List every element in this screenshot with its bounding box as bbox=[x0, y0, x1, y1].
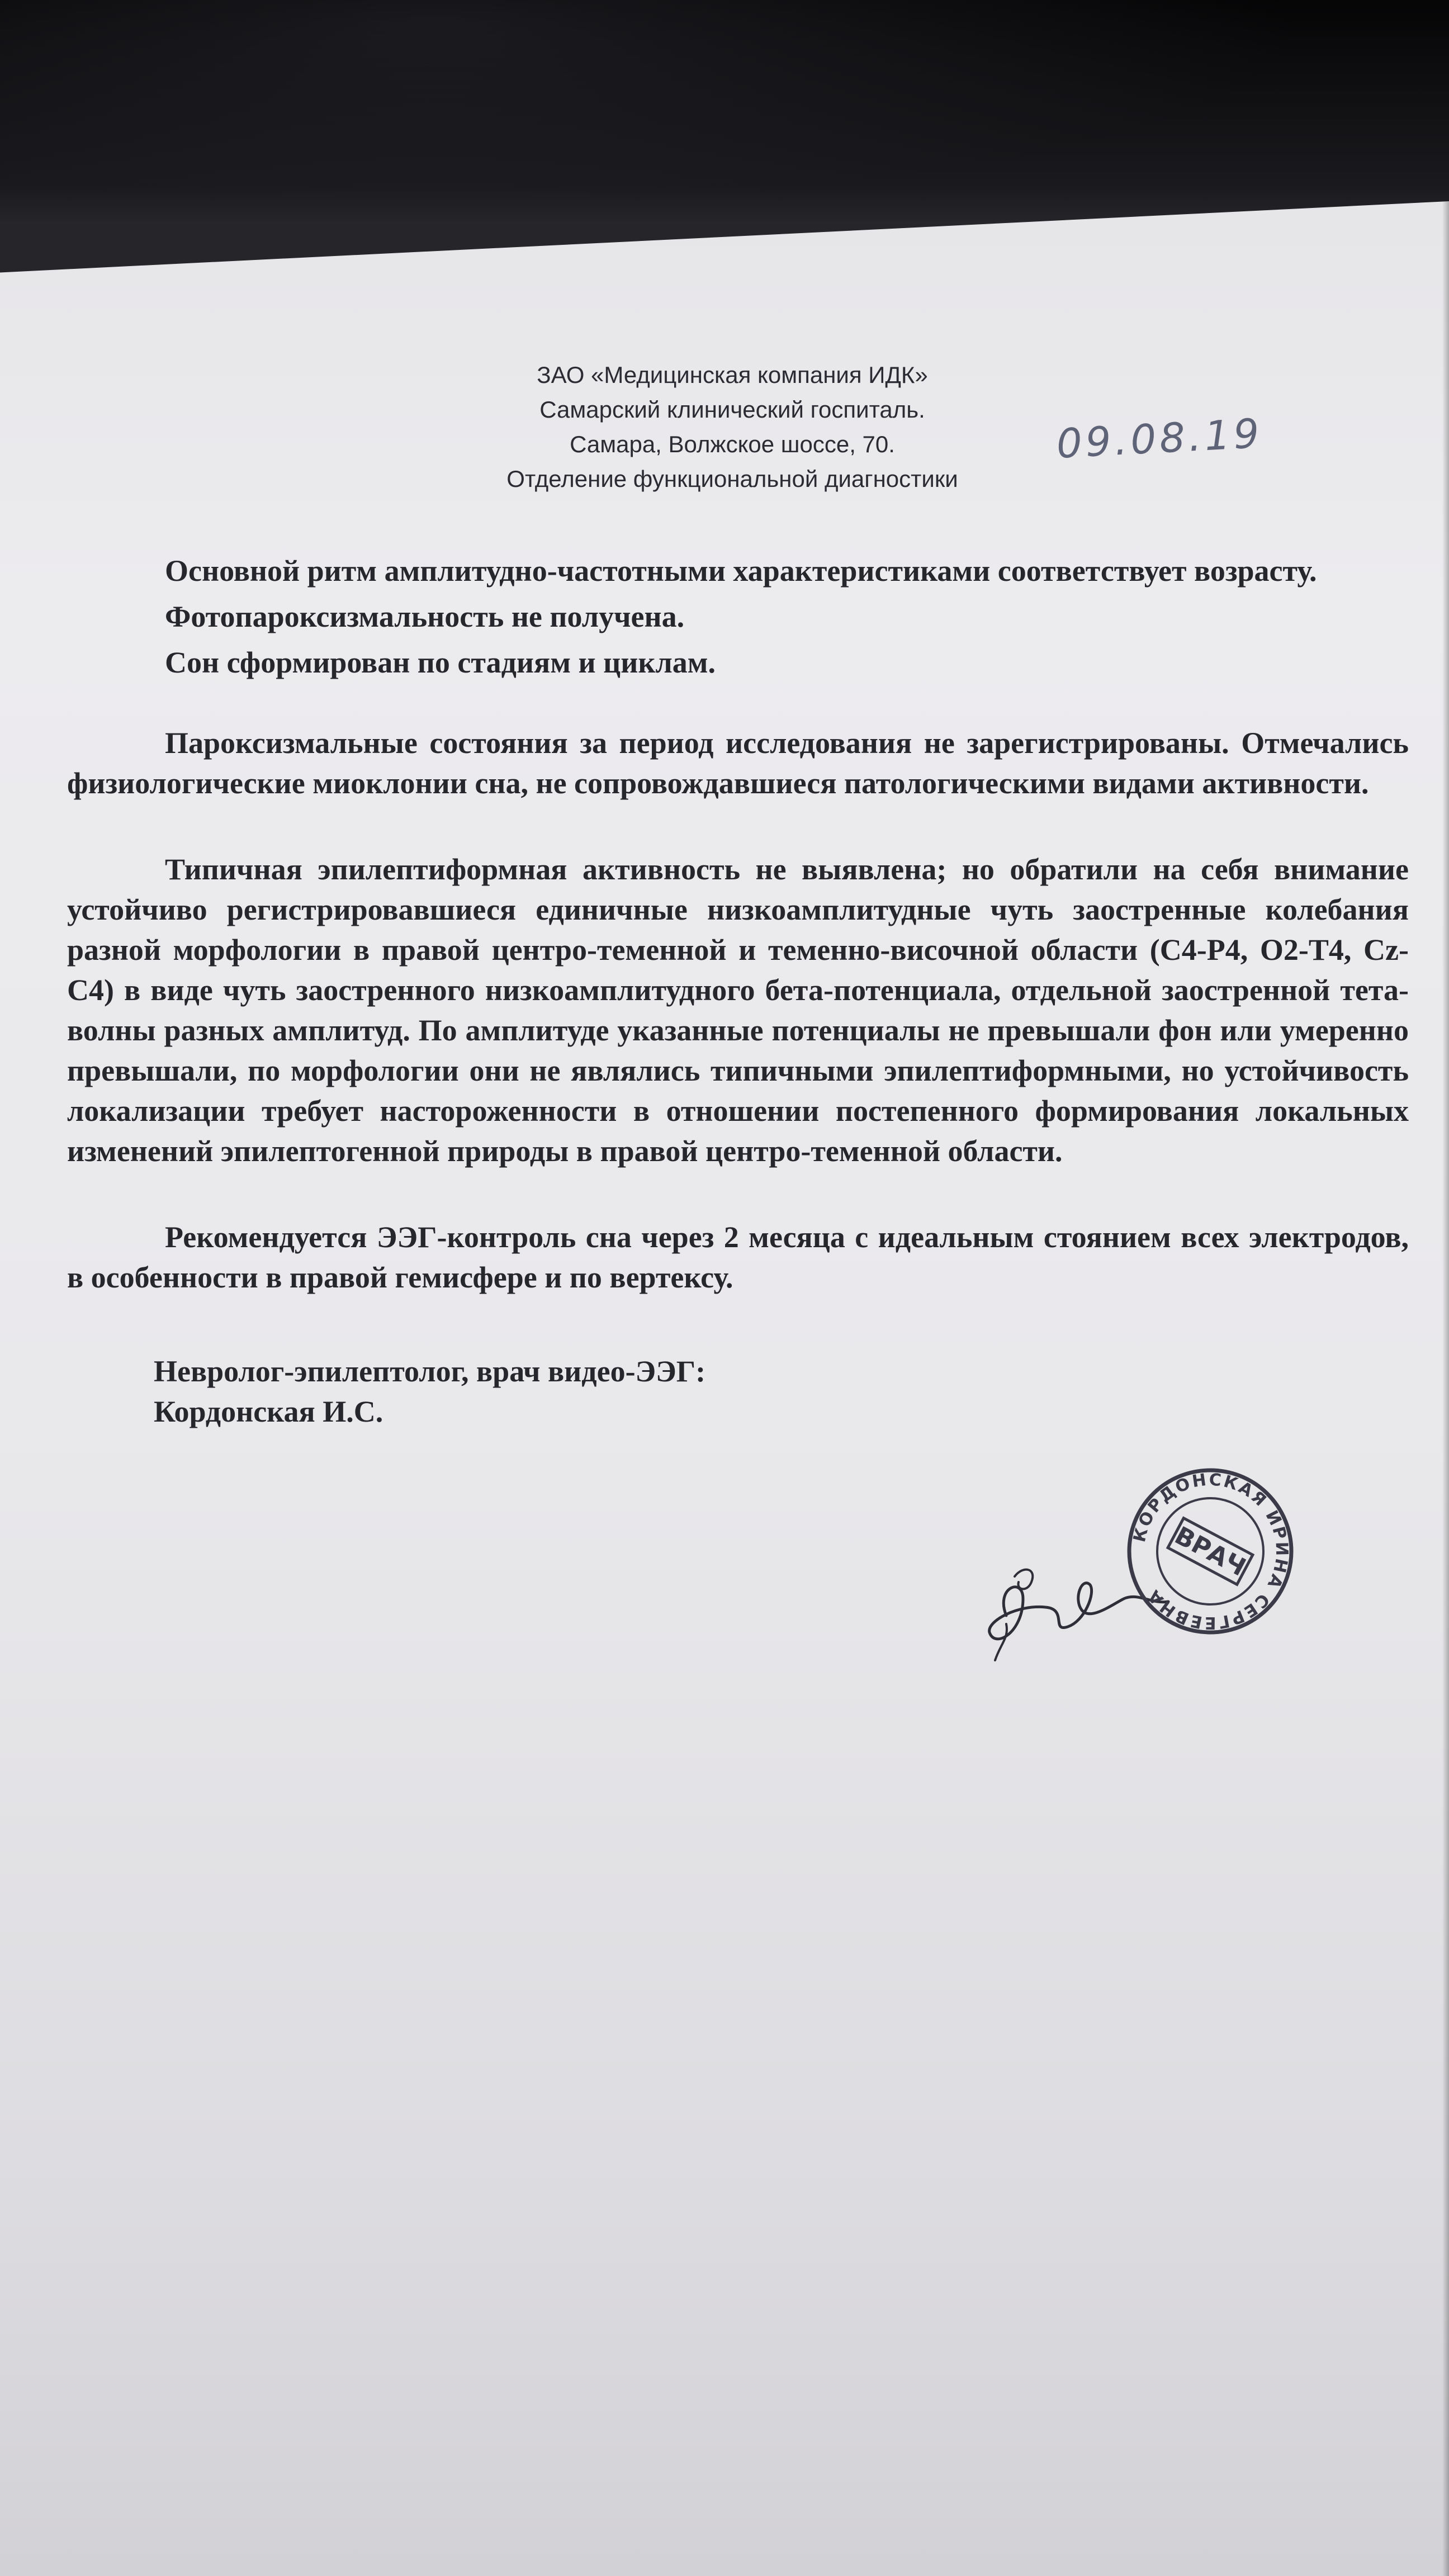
report-body bbox=[67, 551, 1409, 1432]
letterhead-department: Отделение функциональной диагностики bbox=[506, 466, 958, 492]
signature-block bbox=[67, 1351, 1409, 1432]
dark-background bbox=[0, 0, 1449, 235]
paragraph-background-rhythm: Основной ритм амплитудно-частотными характеристиками соответствует возрасту. bbox=[165, 554, 1317, 588]
signature-and-stamp bbox=[984, 1465, 1297, 1688]
paragraph-epileptiform-activity: Типичная эпилептиформная активность не выявлена; но обратили на себя внимание устойчиво регистрировавшиеся единичные низкоамплитудные чуть заостренные колебания разной морфологии в правой центро-теменной и теменно-височной области (С4-Р4, О2-Т4, Cz-C4) в виде чуть заостренного низкоамплитудного бета-потенциала, отдельной заостренной тета-волны разных амплитуд. По амплитуде указанные потенциалы не превышали фон или умеренно превышали, по морфологии они не являлись типичными эпилептиформными, но устойчивость локализации требует настороженности в отношении постепенного формирования локальных изменений эпилептогенной природы в правой центро-теменной области. bbox=[67, 853, 1409, 1168]
paragraph-paroxysmal-states: Пароксизмальные состояния за период исследования не зарегистрированы. Отмечались физиологические миоклонии сна, не сопровождавшиеся патологическими видами активности. bbox=[67, 726, 1409, 800]
letterhead-address: Самара, Волжское шоссе, 70. bbox=[570, 431, 895, 457]
paragraph-recommendation: Рекомендуется ЭЭГ-контроль сна через 2 месяца с идеальным стоянием всех электродов, в особенности в правой гемисфере и по вертексу. bbox=[67, 1220, 1409, 1294]
signer-name: Кордонская И.С. bbox=[154, 1395, 383, 1428]
round-stamp bbox=[1129, 1470, 1291, 1632]
page-edge-shadow bbox=[1442, 201, 1449, 2576]
signature-tail bbox=[995, 1624, 1007, 1660]
paragraph-photoparoxysmal: Фотопароксизмальность не получена. bbox=[165, 600, 685, 633]
letterhead-company: ЗАО «Медицинская компания ИДК» bbox=[537, 362, 928, 388]
stamp-ring-text: КОРДОНСКАЯ ИРИНА СЕРГЕЕВНА bbox=[1129, 1470, 1292, 1633]
letterhead bbox=[391, 358, 1073, 496]
signer-title: Невролог-эпилептолог, врач видео-ЭЭГ: bbox=[154, 1355, 706, 1388]
letterhead-hospital: Самарский клинический госпиталь. bbox=[539, 396, 925, 423]
stamp-graphic bbox=[984, 1465, 1297, 1688]
handwritten-date: 09.08.19 bbox=[1055, 409, 1264, 467]
paragraph-sleep: Сон сформирован по стадиям и циклам. bbox=[165, 646, 716, 679]
stamp-center-text: ВРАЧ bbox=[1170, 1521, 1251, 1582]
